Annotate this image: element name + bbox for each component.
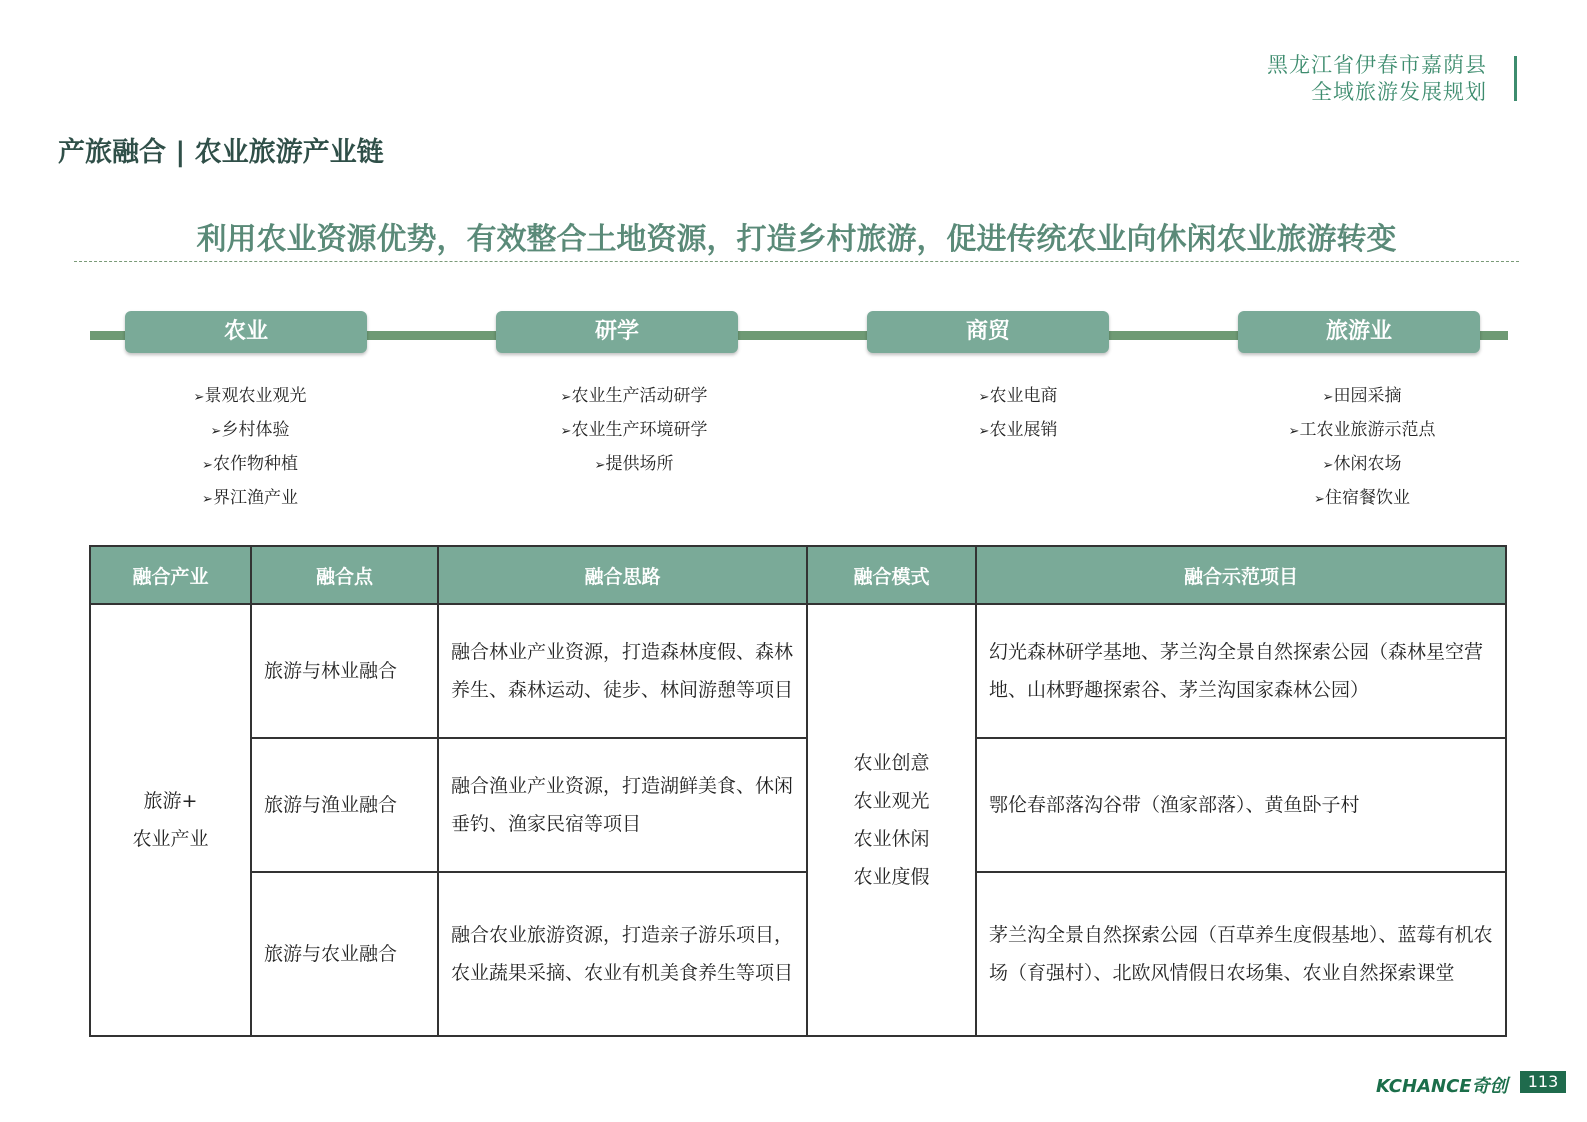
agriculture-list bbox=[120, 380, 380, 516]
mode-line: 农业休闲 bbox=[853, 828, 930, 850]
list-item: ➢ 住宿餐饮业 bbox=[1232, 482, 1492, 516]
idea-cell: 融合农业旅游资源，打造亲子游乐项目，农业蔬果采摘、农业有机美食养生等项目 bbox=[438, 872, 807, 1036]
list-item: ➢ 景观农业观光 bbox=[120, 380, 380, 414]
list-item: ➢ 工农业旅游示范点 bbox=[1232, 414, 1492, 448]
list-item: ➢ 农业生产环境研学 bbox=[504, 414, 764, 448]
list-item: ➢ 休闲农场 bbox=[1232, 448, 1492, 482]
page-number: 113 bbox=[1520, 1071, 1566, 1093]
tourism-list bbox=[1232, 380, 1492, 516]
column-header: 融合示范项目 bbox=[976, 546, 1506, 604]
mode-cell bbox=[807, 604, 976, 1036]
list-item: ➢ 农作物种植 bbox=[120, 448, 380, 482]
chain-node-study: 研学 bbox=[496, 311, 738, 353]
document-title-line1: 黑龙江省伊春市嘉荫县 bbox=[1267, 53, 1487, 77]
list-item: ➢ 田园采摘 bbox=[1232, 380, 1492, 414]
list-item: ➢ 农业展销 bbox=[888, 414, 1148, 448]
header-accent-bar bbox=[1514, 56, 1517, 101]
industry-cell bbox=[90, 604, 251, 1036]
projects-cell: 茅兰沟全景自然探索公园（百草养生度假基地）、蓝莓有机农场（育强村）、北欧风情假日农场集、农业自然探索课堂 bbox=[976, 872, 1506, 1036]
projects-cell: 幻光森林研学基地、茅兰沟全景自然探索公园（森林星空营地、山林野趣探索谷、茅兰沟国家森林公园） bbox=[976, 604, 1506, 738]
headline: 利用农业资源优势，有效整合土地资源，打造乡村旅游，促进传统农业向休闲农业旅游转变 bbox=[196, 222, 1397, 257]
mode-line: 农业创意 bbox=[853, 752, 930, 774]
chain-node-tourism: 旅游业 bbox=[1238, 311, 1480, 353]
idea-cell: 融合林业产业资源，打造森林度假、森林养生、森林运动、徒步、林间游憩等项目 bbox=[438, 604, 807, 738]
point-cell: 旅游与农业融合 bbox=[251, 872, 438, 1036]
table-row bbox=[90, 738, 1506, 872]
list-item: ➢ 乡村体验 bbox=[120, 414, 380, 448]
divider bbox=[74, 261, 1519, 262]
study-list bbox=[504, 380, 764, 482]
list-item: ➢ 提供场所 bbox=[504, 448, 764, 482]
table-row bbox=[90, 604, 1506, 738]
projects-cell: 鄂伦春部落沟谷带（渔家部落）、黄鱼卧子村 bbox=[976, 738, 1506, 872]
list-item: ➢ 界江渔产业 bbox=[120, 482, 380, 516]
table-row bbox=[90, 872, 1506, 1036]
mode-line: 农业观光 bbox=[853, 790, 930, 812]
document-title-line2: 全域旅游发展规划 bbox=[1311, 80, 1487, 104]
table-header-row bbox=[90, 546, 1506, 604]
column-header: 融合产业 bbox=[90, 546, 251, 604]
list-item: ➢ 农业生产活动研学 bbox=[504, 380, 764, 414]
column-header: 融合思路 bbox=[438, 546, 807, 604]
point-cell: 旅游与渔业融合 bbox=[251, 738, 438, 872]
commerce-list bbox=[888, 380, 1148, 448]
section-title: 产旅融合 | 农业旅游产业链 bbox=[58, 137, 384, 168]
industry-line: 旅游+ bbox=[143, 790, 198, 812]
mode-line: 农业度假 bbox=[853, 866, 930, 888]
integration-table bbox=[89, 545, 1507, 1037]
document-title bbox=[1267, 52, 1487, 106]
idea-cell: 融合渔业产业资源，打造湖鲜美食、休闲垂钓、渔家民宿等项目 bbox=[438, 738, 807, 872]
brand-logo: KCHANCE奇创 bbox=[1376, 1076, 1508, 1097]
chain-node-agriculture: 农业 bbox=[125, 311, 367, 353]
point-cell: 旅游与林业融合 bbox=[251, 604, 438, 738]
list-item: ➢ 农业电商 bbox=[888, 380, 1148, 414]
column-header: 融合点 bbox=[251, 546, 438, 604]
column-header: 融合模式 bbox=[807, 546, 976, 604]
chain-node-commerce: 商贸 bbox=[867, 311, 1109, 353]
industry-line: 农业产业 bbox=[132, 828, 209, 850]
